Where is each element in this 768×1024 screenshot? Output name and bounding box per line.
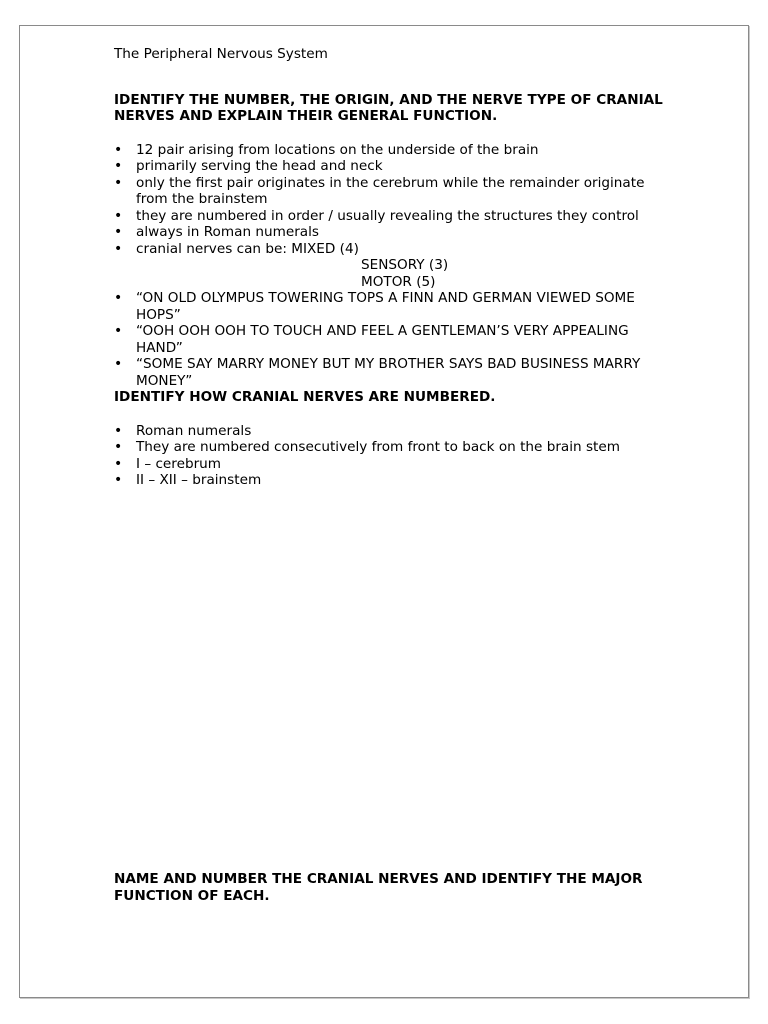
list-item: • They are numbered consecutively from front to back on the brain stem bbox=[114, 439, 674, 456]
list-item: • only the first pair originates in the cerebrum while the remainder originate from the brainstem bbox=[114, 175, 674, 208]
nerve-type-mixed: • cranial nerves can be: MIXED (4) bbox=[136, 240, 359, 257]
nerve-type-motor: MOTOR (5) bbox=[361, 273, 436, 290]
document-title: The Peripheral Nervous System bbox=[114, 46, 328, 62]
section-heading-nerve-overview: IDENTIFY THE NUMBER, THE ORIGIN, AND THE NERVE TYPE OF CRANIAL NERVES AND EXPLAIN THEIR GENERAL FUNCTION. bbox=[114, 91, 663, 124]
section-heading-numbering: IDENTIFY HOW CRANIAL NERVES ARE NUMBERED. bbox=[114, 389, 496, 405]
list-item bbox=[114, 241, 674, 291]
list-item: • they are numbered in order / usually revealing the structures they control bbox=[114, 208, 674, 225]
list-item: • 12 pair arising from locations on the underside of the brain bbox=[114, 142, 674, 159]
document-page bbox=[19, 25, 749, 998]
list-item: • I – cerebrum bbox=[114, 456, 674, 473]
list-item: • II – XII – brainstem bbox=[114, 472, 674, 489]
list-item: • Roman numerals bbox=[114, 423, 674, 440]
nerve-type-sensory: SENSORY (3) bbox=[361, 257, 449, 273]
list-item: • “OOH OOH OOH TO TOUCH AND FEEL A GENTLEMAN’S VERY APPEALING HAND” bbox=[114, 323, 674, 356]
document-body bbox=[114, 46, 674, 489]
nerve-overview-list bbox=[114, 142, 674, 390]
list-item: • always in Roman numerals bbox=[114, 224, 674, 241]
list-item: • “SOME SAY MARRY MONEY BUT MY BROTHER SAYS BAD BUSINESS MARRY MONEY” bbox=[114, 356, 674, 389]
list-item: • primarily serving the head and neck bbox=[114, 158, 674, 175]
section-heading-nerve-functions: NAME AND NUMBER THE CRANIAL NERVES AND IDENTIFY THE MAJOR FUNCTION OF EACH. bbox=[114, 871, 643, 904]
numbering-list bbox=[114, 423, 674, 489]
list-item: • “ON OLD OLYMPUS TOWERING TOPS A FINN AND GERMAN VIEWED SOME HOPS” bbox=[114, 290, 674, 323]
